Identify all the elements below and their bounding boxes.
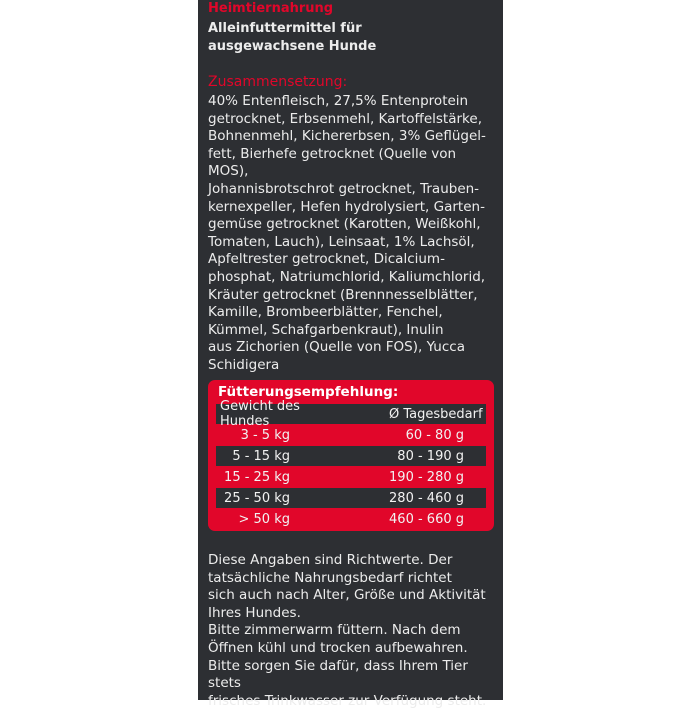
composition-line: fett, Bierhefe getrocknet (Quelle von MOS),: [208, 145, 457, 180]
composition-line: Kräuter getrocknet (Brennnesselblätter,: [208, 286, 478, 303]
table-row: [216, 467, 486, 487]
feeding-recommendation-box: [208, 380, 494, 531]
composition-line: Apfeltrester getrocknet, Dicalcium-: [208, 251, 445, 268]
row-weight: 5 - 15 kg: [232, 448, 290, 464]
composition-line: Bohnenmehl, Kichererbsen, 3% Geflügel-: [208, 128, 486, 145]
row-weight: 15 - 25 kg: [224, 469, 290, 485]
feeding-table: [216, 399, 486, 530]
row-weight: 3 - 5 kg: [240, 427, 290, 443]
notes-line: frisches Trinkwasser zur Verfügung steht.: [208, 692, 487, 709]
composition-line: Tomaten, Lauch), Leinsaat, 1% Lachsöl,: [208, 233, 475, 250]
notes-line: sich auch nach Alter, Größe und Aktivität: [208, 587, 486, 604]
label-panel: [198, 0, 503, 709]
table-row: [216, 446, 486, 466]
composition-line: gemüse getrocknet (Karotten, Weißkohl,: [208, 216, 481, 233]
notes-line: Diese Angaben sind Richtwerte. Der: [208, 552, 453, 568]
feeding-table-header: [216, 399, 486, 429]
row-weight: 25 - 50 kg: [224, 490, 290, 506]
notes-line: Öffnen kühl und trocken aufbewahren.: [208, 639, 468, 656]
composition-title: Zusammensetzung:: [208, 74, 348, 90]
feeding-title: Fütterungsempfehlung:: [218, 384, 399, 400]
composition-line: phosphat, Natriumchlorid, Kaliumchlorid,: [208, 268, 486, 285]
composition-line: Schidigera: [208, 356, 280, 373]
composition-line: getrocknet, Erbsenmehl, Kartoffelstärke,: [208, 110, 482, 127]
composition-line: kernexpeller, Hefen hydrolysiert, Garten-: [208, 198, 485, 215]
composition-line: Kümmel, Schafgarbenkraut), Inulin: [208, 321, 444, 338]
row-amount: 460 - 660 g: [389, 511, 464, 527]
product-type-line-2: ausgewachsene Hunde: [208, 39, 377, 54]
table-row: [216, 425, 486, 445]
composition-line: aus Zichorien (Quelle von FOS), Yucca: [208, 339, 465, 356]
row-weight: > 50 kg: [238, 511, 290, 527]
notes-line: Bitte zimmerwarm füttern. Nach dem: [208, 622, 461, 639]
table-row: [216, 509, 486, 529]
header-weight: Gewicht des Hundes: [220, 399, 300, 429]
composition-line: Johannisbrotschrot getrocknet, Trauben-: [208, 180, 480, 197]
composition-line: Kamille, Brombeerblätter, Fenchel,: [208, 304, 443, 321]
row-amount: 280 - 460 g: [389, 490, 464, 506]
table-row: [216, 488, 486, 508]
row-amount: 80 - 190 g: [397, 448, 464, 464]
row-amount: 60 - 80 g: [405, 427, 464, 443]
notes-line: tatsächliche Nahrungsbedarf richtet: [208, 569, 452, 586]
header-daily-amount: Ø Tagesbedarf: [389, 406, 483, 422]
product-type-line-1: Alleinfuttermittel für: [208, 21, 362, 36]
composition-line: 40% Entenfleisch, 27,5% Entenprotein: [208, 93, 469, 109]
brand-line: Heimtiernahrung: [208, 1, 334, 16]
notes-line: Bitte sorgen Sie dafür, dass Ihrem Tier stets: [208, 657, 468, 692]
notes-line: Ihres Hundes.: [208, 604, 301, 621]
notes-text: [208, 552, 498, 710]
row-amount: 190 - 280 g: [389, 469, 464, 485]
composition-text: [208, 93, 498, 375]
